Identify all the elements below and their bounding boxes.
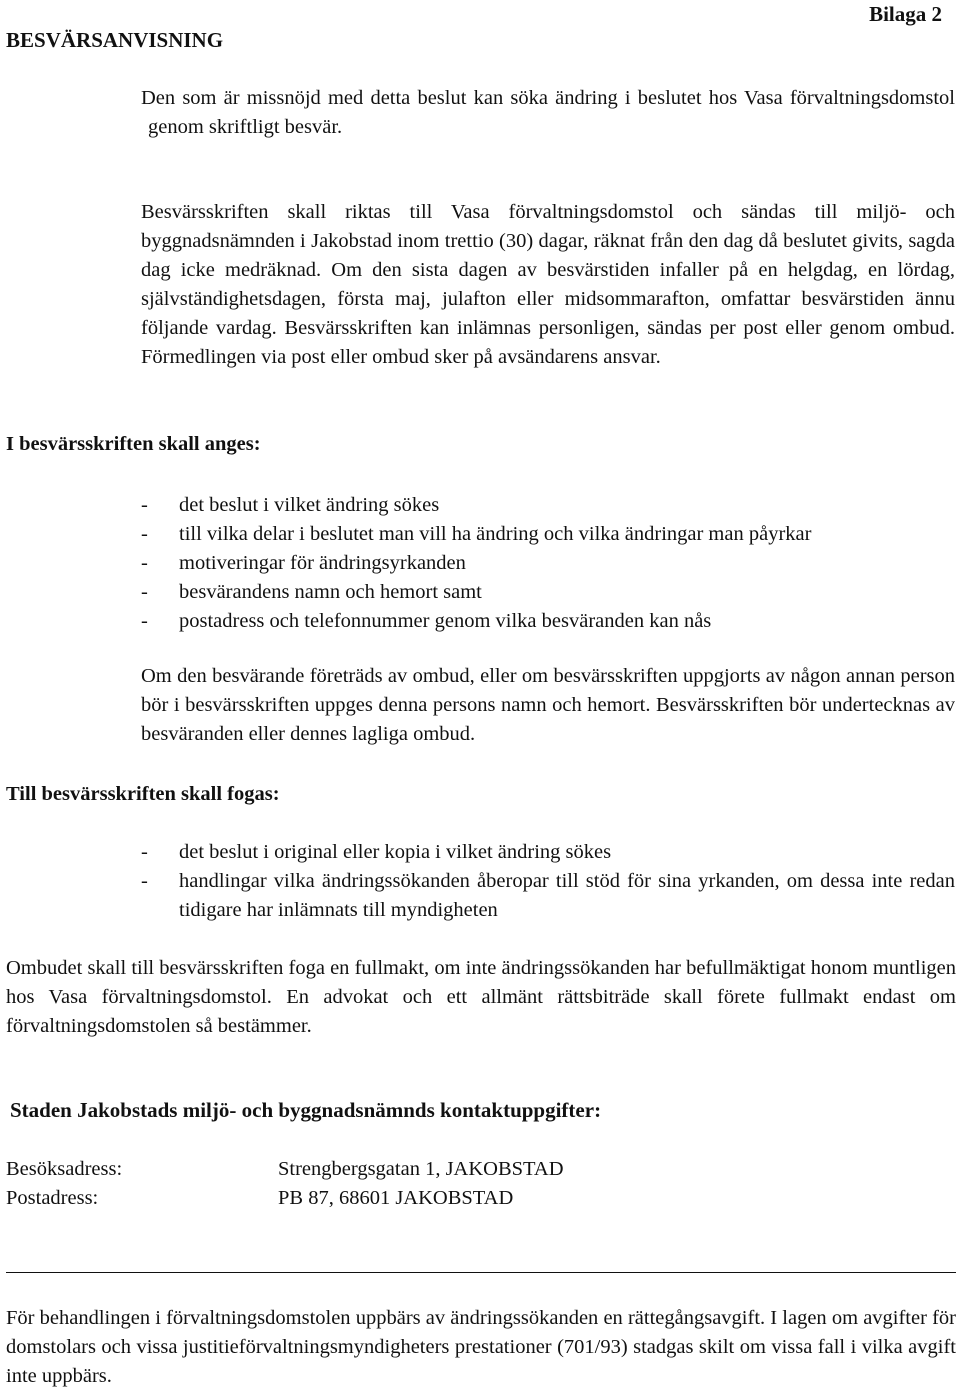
instructions-paragraph: Besvärsskriften skall riktas till Vasa förvaltningsdomstol och sändas till miljö- och byggnadsnämnden i Jakobstad inom trettio (30) dagar, räknat från den dag då beslutet givits, sagda dag icke medräknad. Om den sista dagen av besvärstiden infaller på en helgdag, en lördag, självständighetsdagen, första maj, julafton eller midsommarafton, omfattar besvärstiden ännu följande vardag. Besvärsskriften kan inlämnas personligen, sändas per post eller genom ombud. Förmedlingen via post eller ombud sker på avsändarens ansvar. (141, 201, 955, 368)
list-item: - postadress och telefonnummer genom vilka besväranden kan nås (141, 610, 712, 632)
list-item: - till vilka delar i beslutet man vill ha ändring och vilka ändringar man påyrkar (141, 523, 812, 545)
list-item: - det beslut i original eller kopia i vilket ändring sökes (141, 841, 612, 863)
annex-label: Bilaga 2 (869, 2, 942, 26)
postal-address-label: Postadress: (6, 1187, 99, 1209)
intro-paragraph (141, 84, 955, 142)
state-list (141, 491, 955, 636)
footer-divider (6, 1272, 956, 1273)
contact-heading: Staden Jakobstads miljö- och byggnadsnämnds kontaktuppgifter: (10, 1098, 602, 1122)
representative-note: Om den besvärande företräds av ombud, eller om besvärsskriften uppgjorts av någon annan person bör i besvärsskriften uppges denna persons namn och hemort. Besvärsskriften bör undertecknas av besväranden eller dennes lagliga ombud. (141, 665, 955, 745)
postal-address-value: PB 87, 68601 JAKOBSTAD (278, 1187, 514, 1209)
intro-line-1: Den som är missnöjd med detta beslut kan söka ändring i beslutet hos Vasa förvaltningsdomstol (141, 87, 955, 109)
visit-address-label: Besöksadress: (6, 1158, 123, 1180)
intro-line-2: genom skriftligt besvär. (148, 116, 343, 138)
list-item: - det beslut i vilket ändring sökes (141, 494, 440, 516)
footer-paragraph: För behandlingen i förvaltningsdomstolen uppbärs av ändringssökanden en rättegångsavgift. I lagen om avgifter för domstolars och vissa justitieförvaltningsmyndigheters prestationer (701/93) stadgas skilt om vissa fall i vilka avgift inte uppbärs. (6, 1307, 956, 1387)
document-title: BESVÄRSANVISNING (6, 28, 224, 52)
proxy-paragraph: Ombudet skall till besvärsskriften foga en fullmakt, om inte ändringssökanden har befullmäktigat honom muntligen hos Vasa förvaltningsdomstol. En advokat och ett allmänt rättsbiträde skall förete fullmakt endast om förvaltningsdomstolen så bestämmer. (6, 957, 956, 1037)
visit-address-value: Strengbergsgatan 1, JAKOBSTAD (278, 1158, 564, 1180)
attach-heading: Till besvärsskriften skall fogas: (6, 783, 280, 805)
list-item: - handlingar vilka ändringssökanden åberopar till stöd för sina yrkanden, om dessa inte redan tidigare har inlämnats till myndigheten (141, 870, 955, 921)
state-heading: I besvärsskriften skall anges: (6, 433, 261, 455)
list-item: - motiveringar för ändringsyrkanden (141, 552, 466, 574)
list-item: - besvärandens namn och hemort samt (141, 581, 482, 603)
attach-list (141, 838, 955, 925)
